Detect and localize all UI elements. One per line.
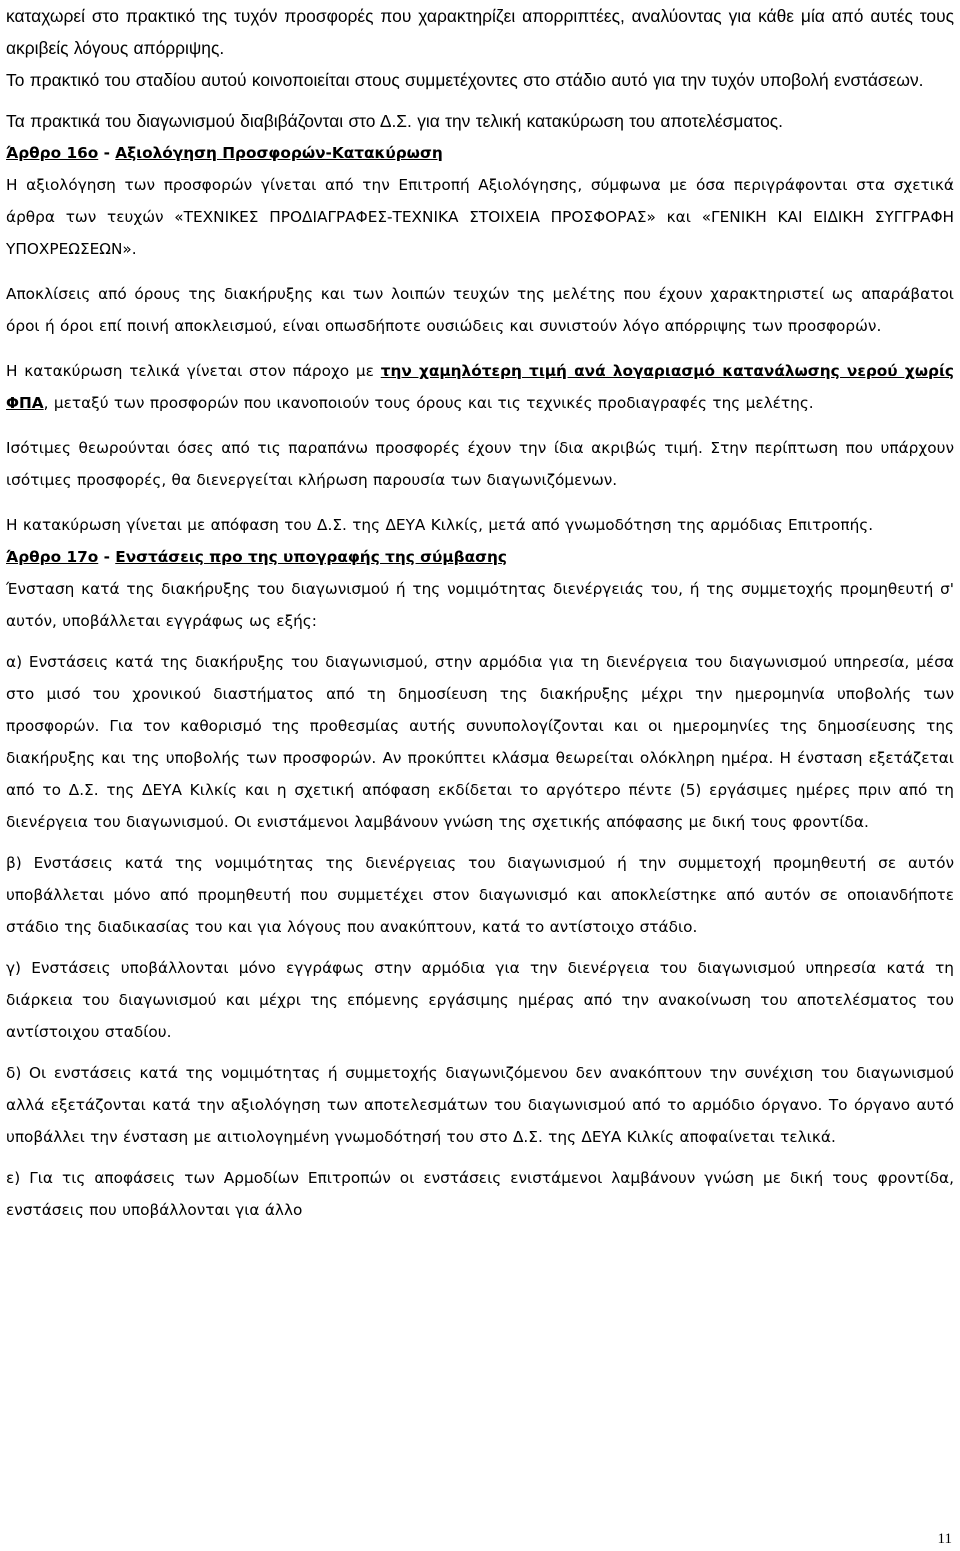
article-17-title: Ενστάσεις προ της υπογραφής της σύμβασης xyxy=(115,548,507,566)
intro-paragraph-1: καταχωρεί στο πρακτικό της τυχόν προσφορές που χαρακτηρίζει απορριπτέες, αναλύοντας για κάθε μία από αυτές τους ακριβείς λόγους απόρριψης. xyxy=(6,6,954,58)
page-number: 11 xyxy=(937,1531,952,1547)
article-16-paragraph-4: Ισότιμες θεωρούνται όσες από τις παραπάνω προσφορές έχουν την ίδια ακριβώς τιμή. Στην περίπτωση που υπάρχουν ισότιμες προσφορές, θα διενεργείται κλήρωση παρουσία των διαγωνιζόμενων. xyxy=(6,439,954,489)
article-17-heading xyxy=(6,541,954,573)
article-16-p3-emphasis: την χαμηλότερη τιμή ανά λογαριασμό κατανάλωσης νερού χωρίς ΦΠΑ xyxy=(6,362,954,412)
article-16-p3-end: , μεταξύ των προσφορών που ικανοποιούν τους όρους και τις τεχνικές προδιαγραφές της μελέτης. xyxy=(43,394,814,412)
article-16-paragraph-5: Η κατακύρωση γίνεται με απόφαση του Δ.Σ. της ΔΕΥΑ Κιλκίς, μετά από γνωμοδότηση της αρμόδιας Επιτροπής. xyxy=(6,516,874,534)
article-16-separator: - xyxy=(98,144,116,162)
article-16-title: Αξιολόγηση Προσφορών-Κατακύρωση xyxy=(115,144,443,162)
article-16-paragraph-3 xyxy=(6,355,954,419)
article-16-number: Άρθρο 16ο xyxy=(6,144,99,162)
intro-paragraph-2: Το πρακτικό του σταδίου αυτού κοινοποιείται στους συμμετέχοντες στο στάδιο αυτό για την τυχόν υποβολή ενστάσεων. xyxy=(6,70,924,90)
article-16-heading xyxy=(6,137,954,169)
article-16-p3-start: Η κατακύρωση τελικά γίνεται στον πάροχο με xyxy=(6,362,381,380)
article-17-separator: - xyxy=(98,548,116,566)
article-17-item-e: ε) Για τις αποφάσεις των Αρμοδίων Επιτροπών οι ενστάσεις ενιστάμενοι λαμβάνουν γνώση με δική τους φροντίδα, ενστάσεις που υποβάλλονται για άλλο xyxy=(6,1169,954,1219)
article-17-item-d: δ) Οι ενστάσεις κατά της νομιμότητας ή συμμετοχής διαγωνιζόμενου δεν ανακόπτουν την συνέχιση του διαγωνισμού αλλά εξετάζονται κατά την αξιολόγηση των αποτελεσμάτων του διαγωνισμού από το αρμόδιο όργανο. Το όργανο αυτό υποβάλλει την ένσταση με αιτιολογημένη γνωμοδότησή του στο Δ.Σ. της ΔΕΥΑ Κιλκίς αποφαίνεται τελικά. xyxy=(6,1064,954,1146)
document-page xyxy=(6,0,954,1226)
article-17-item-b: β) Ενστάσεις κατά της νομιμότητας της διενέργειας του διαγωνισμού ή την συμμετοχή προμηθευτή σε αυτόν υποβάλλεται μόνο από προμηθευτή που συμμετέχει στον διαγωνισμό και αποκλείστηκε από αυτόν σε οποιανδήποτε στάδιο της διαδικασίας του και για λόγους που ανακύπτουν, κατά το αντίστοιχο στάδιο. xyxy=(6,854,954,936)
article-16-paragraph-1: Η αξιολόγηση των προσφορών γίνεται από την Επιτροπή Αξιολόγησης, σύμφωνα με όσα περιγράφονται στα σχετικά άρθρα των τευχών «ΤΕΧΝΙΚΕΣ ΠΡΟΔΙΑΓΡΑΦΕΣ-ΤΕΧΝΙΚΑ ΣΤΟΙΧΕΙΑ ΠΡΟΣΦΟΡΑΣ» και «ΓΕΝΙΚΗ ΚΑΙ ΕΙΔΙΚΗ ΣΥΓΓΡΑΦΗ ΥΠΟΧΡΕΩΣΕΩΝ». xyxy=(6,176,954,258)
article-17-paragraph-1: Ένσταση κατά της διακήρυξης του διαγωνισμού ή της νομιμότητας διενέργειάς του, ή της συμμετοχής προμηθευτή σ' αυτόν, υποβάλλεται εγγράφως ως εξής: xyxy=(6,580,954,630)
intro-paragraph-3: Τα πρακτικά του διαγωνισμού διαβιβάζονται στο Δ.Σ. για την τελική κατακύρωση του αποτελέσματος. xyxy=(6,111,783,131)
article-17-item-c: γ) Ενστάσεις υποβάλλονται μόνο εγγράφως στην αρμόδια για την διενέργεια του διαγωνισμού υπηρεσία κατά τη διάρκεια του διαγωνισμού και μέχρι της επόμενης εργάσιμης ημέρας από την ανακοίνωση του αποτελέσματος του αντίστοιχου σταδίου. xyxy=(6,959,954,1041)
article-17-item-a: α) Ενστάσεις κατά της διακήρυξης του διαγωνισμού, στην αρμόδια για τη διενέργεια του διαγωνισμού υπηρεσία, μέσα στο μισό του χρονικού διαστήματος από τη δημοσίευση της διακήρυξης μέχρι την ημερομηνία υποβολής των προσφορών. Για τον καθορισμό της προθεσμίας αυτής συνυπολογίζονται και οι ημερομηνίες της δημοσίευσης της διακήρυξης και της υποβολής των προσφορών. Αν προκύπτει κλάσμα θεωρείται ολόκληρη ημέρα. Η ένσταση εξετάζεται από το Δ.Σ. της ΔΕΥΑ Κιλκίς και η σχετική απόφαση εκδίδεται το αργότερο πέντε (5) εργάσιμες ημέρες πριν από τη διενέργεια του διαγωνισμού. Οι ενιστάμενοι λαμβάνουν γνώση της σχετικής απόφασης με δική τους φροντίδα. xyxy=(6,653,954,831)
article-17-number: Άρθρο 17ο xyxy=(6,548,99,566)
article-16-paragraph-2: Αποκλίσεις από όρους της διακήρυξης και των λοιπών τευχών της μελέτης που έχουν χαρακτηριστεί ως απαράβατοι όροι ή όροι επί ποινή αποκλεισμού, είναι οπωσδήποτε ουσιώδεις και συνιστούν λόγο απόρριψης των προσφορών. xyxy=(6,285,954,335)
